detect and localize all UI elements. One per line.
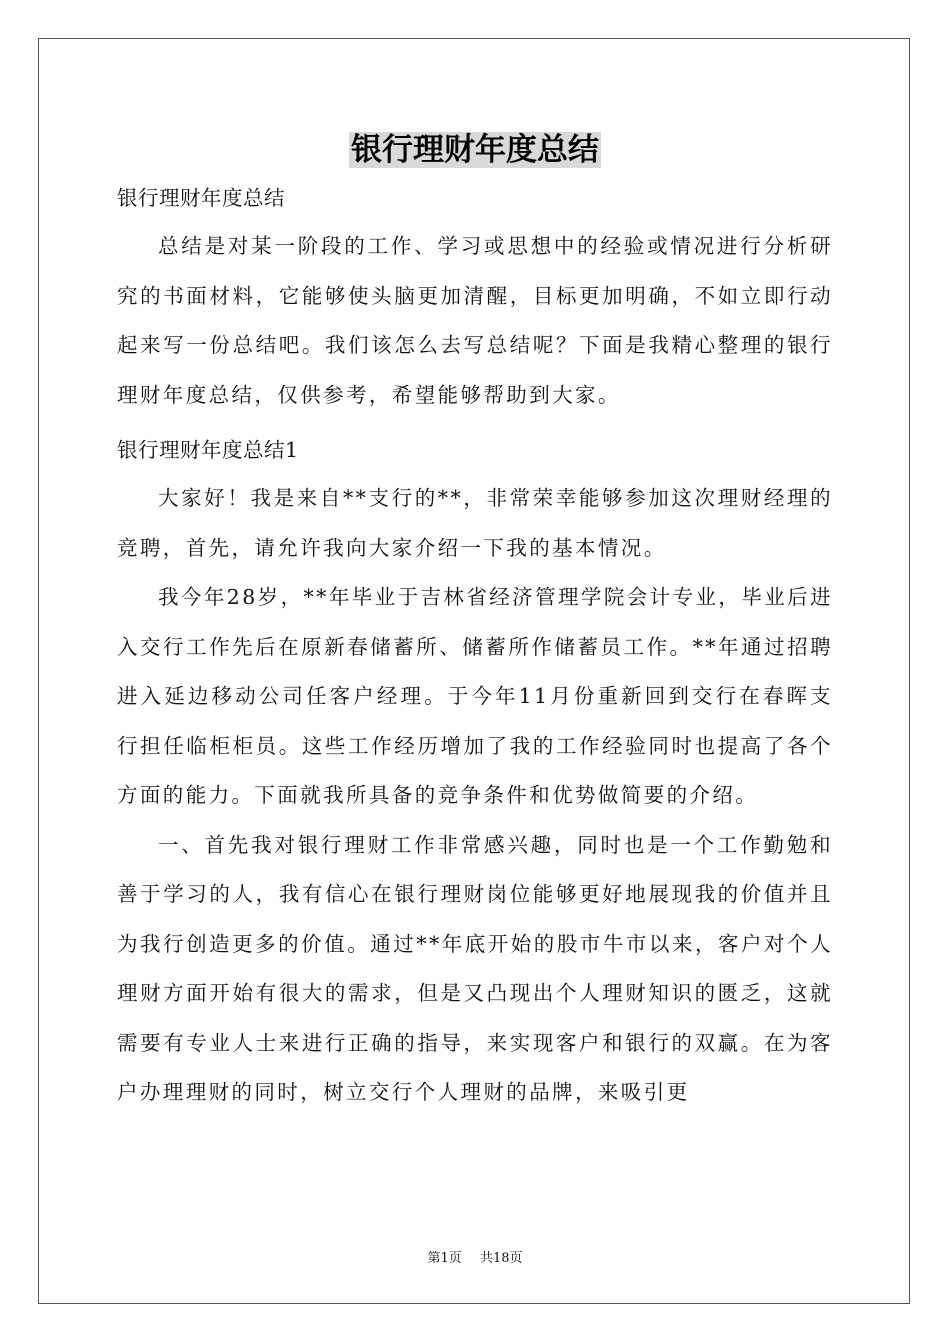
section-heading: 银行理财年度总结1 [117,438,299,462]
intro-paragraph: 总结是对某一阶段的工作、学习或思想中的经验或情况进行分析研究的书面材料，它能够使头脑更加清醒，目标更加明确，不如立即行动起来写一份总结吧。我们该怎么去写总结呢？下面是我精心整理的银行理财年度总结，仅供参考，希望能够帮助到大家。 [117,234,833,407]
body-paragraph: 大家好！我是来自**支行的**，非常荣幸能够参加这次理财经理的竞聘，首先，请允许我向大家介绍一下我的基本情况。 [117,486,833,560]
page-number: 第1页 [427,1251,462,1266]
document-title-text: 银行理财年度总结 [351,132,599,168]
document-title [0,128,950,172]
body-paragraph: 一、首先我对银行理财工作非常感兴趣，同时也是一个工作勤勉和善于学习的人，我有信心在银行理财岗位能够更好地展现我的价值并且为我行创造更多的价值。通过**年底开始的股市牛市以来，客户对个人理财方面开始有很大的需求，但是又凸现出个人理财知识的匮乏，这就需要有专业人士来进行正确的指导，来实现客户和银行的双赢。在为客户办理理财的同时，树立交行个人理财的品牌，来吸引更 [117,832,833,1104]
body-paragraph: 我今年28岁，**年毕业于吉林省经济管理学院会计专业，毕业后进入交行工作先后在原新春储蓄所、储蓄所作储蓄员工作。**年通过招聘进入延边移动公司任客户经理。于今年11月份重新回到交行在春晖支行担任临柜柜员。这些工作经历增加了我的工作经验同时也提高了各个方面的能力。下面就我所具备的竞争条件和优势做简要的介绍。 [117,585,833,807]
intro-subheading: 银行理财年度总结 [117,186,285,210]
document-body [117,178,833,1118]
page-total: 共18页 [479,1251,523,1266]
page-footer [0,1247,950,1266]
